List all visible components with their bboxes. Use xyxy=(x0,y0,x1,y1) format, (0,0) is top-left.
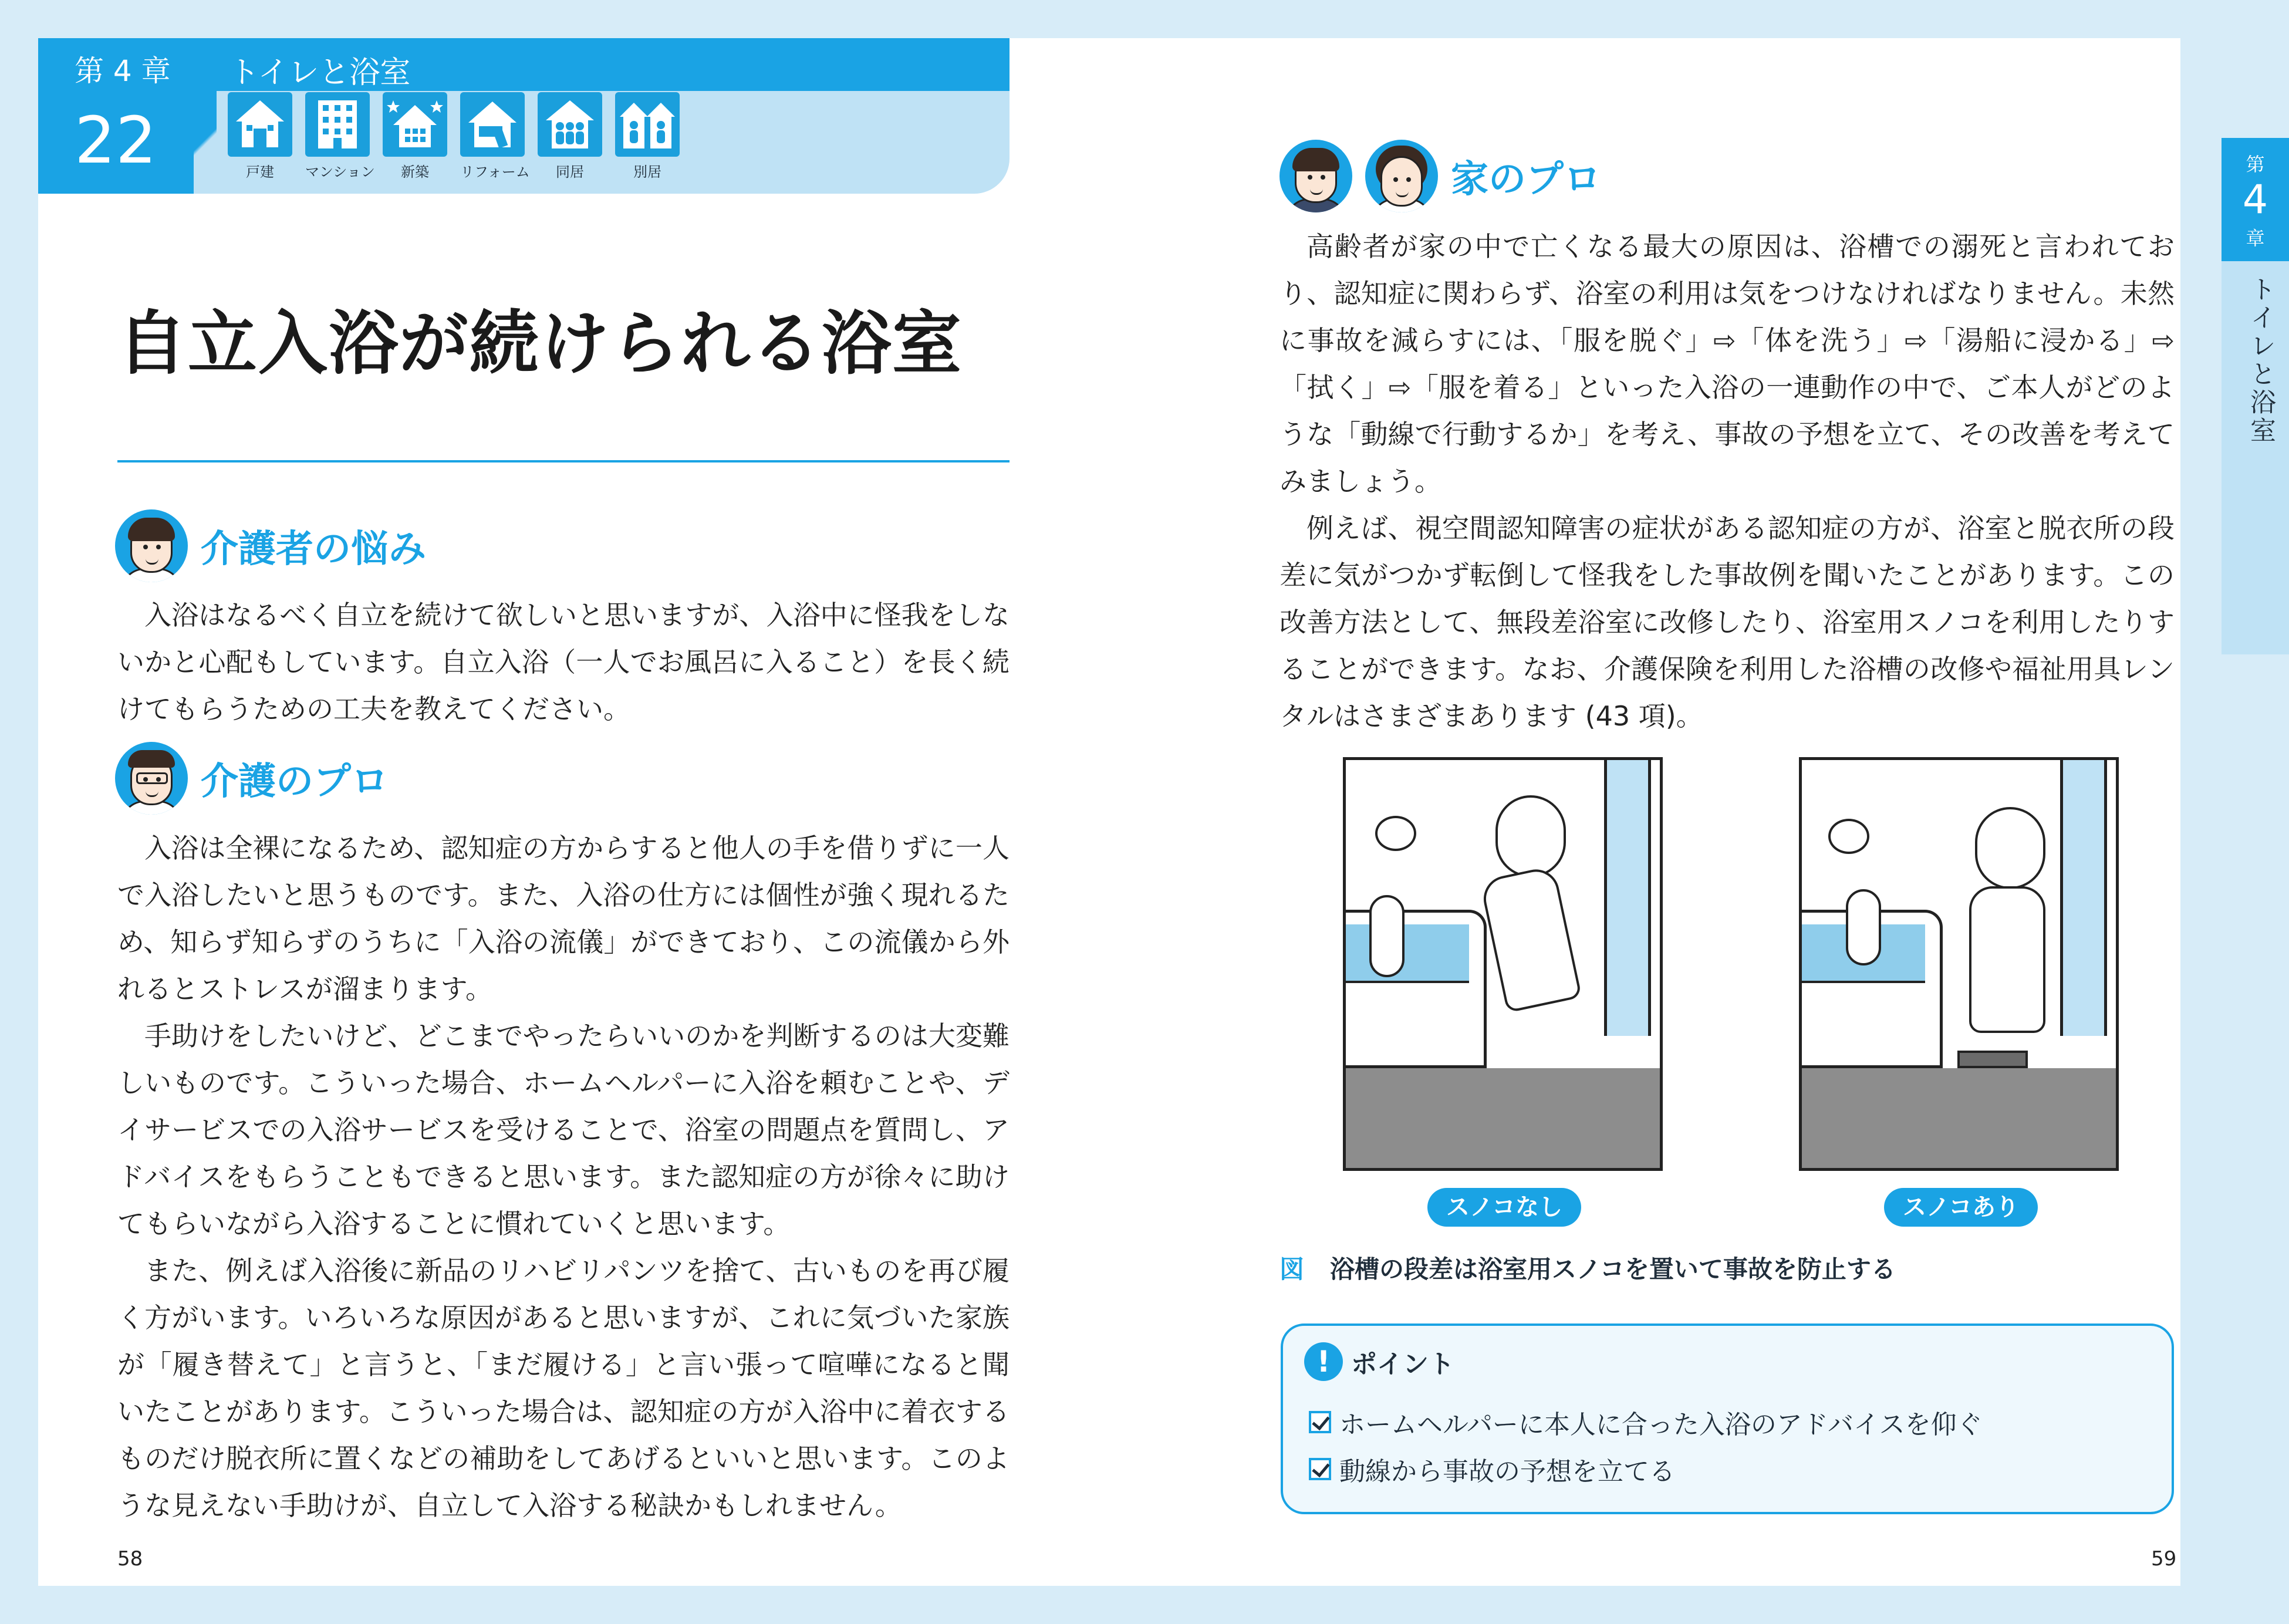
paragraph: 高齢者が家の中で亡くなる最大の原因は、浴槽での溺死と言われており、認知症に関わらず、浴室の利用は気をつけなければなりません。未然に事故を減らすには、「服を脱ぐ」⇨「体を洗う」⇨「湯船に浸かる」⇨「拭く」⇨「服を着る」といった入浴の一連動作の中で、ご本人がどのような「動線で行動するか」を考え、事故の予想を立て、その改善を考えてみましょう。 xyxy=(1279,231,2175,497)
point-heading xyxy=(1304,1342,1454,1381)
point-item-text: ホームヘルパーに本人に合った入浴のアドバイスを仰ぐ xyxy=(1339,1410,1983,1440)
house-pro-man-avatar-icon xyxy=(1279,140,1352,212)
page-title: 自立入浴が続けられる浴室 xyxy=(117,303,963,384)
separate-house-icon xyxy=(615,92,680,157)
side-tab-num: 4 xyxy=(2242,177,2268,223)
category-label: マンション xyxy=(305,164,375,180)
illustration-with-sunoko xyxy=(1799,757,2119,1171)
side-tab-number xyxy=(2222,138,2289,261)
paragraph: 例えば、視空間認知障害の症状がある認知症の方が、浴室と脱衣所の段差に気がつかず転倒して怪我をした事故例を聞いたことがあります。この改善方法として、無段差浴室に改修したり、浴室用スノコを利用したりすることができます。なお、介護保険を利用した浴槽の改修や福祉用具レンタルはさまざまあります (43 項)。 xyxy=(1279,512,2175,732)
point-item-text: 動線から事故の予想を立てる xyxy=(1339,1457,1675,1487)
section-heading: 介護のプロ xyxy=(201,760,389,803)
caregiver-avatar-icon xyxy=(115,509,188,582)
page-number-left: 58 xyxy=(117,1547,143,1571)
care-pro-heading xyxy=(115,742,389,815)
section-heading: 家のプロ xyxy=(1451,158,1601,201)
title-divider xyxy=(117,460,1010,462)
house-pro-heading xyxy=(1279,140,1601,212)
paragraph: 手助けをしたいけど、どこまでやったらいいのかを判断するのは大変難しいものです。こういった場合、ホームヘルパーに入浴を頼むことや、デイサービスでの入浴サービスを受けることで、浴室の問題点を質問し、アドバイスをもらうこともできると思います。また認知症の方が徐々に助けてもらいながら入浴することに慣れていくと思います。 xyxy=(117,1020,1010,1240)
house-icon xyxy=(228,92,292,157)
category-reform xyxy=(460,92,530,181)
figure-caption-text: 浴槽の段差は浴室用スノコを置いて事故を防止する xyxy=(1330,1255,1896,1284)
house-pro-text xyxy=(1279,223,2175,740)
caregiver-worry-text xyxy=(117,592,1010,732)
care-pro-text xyxy=(117,825,1010,1529)
category-cohabit xyxy=(538,92,602,181)
exclamation-icon: ! xyxy=(1304,1342,1343,1381)
chapter-bar xyxy=(38,38,1010,91)
category-house xyxy=(228,92,292,181)
side-tab-bottom: 章 xyxy=(2246,227,2265,249)
apartment-icon xyxy=(305,92,370,157)
side-tab-top: 第 xyxy=(2246,153,2265,175)
new-house-icon xyxy=(383,92,447,157)
checkbox-icon xyxy=(1309,1458,1331,1480)
point-item xyxy=(1309,1450,1675,1488)
house-pro-woman-avatar-icon xyxy=(1365,140,1438,212)
caregiver-worry-heading xyxy=(115,509,426,582)
section-heading: 介護者の悩み xyxy=(201,528,426,571)
paragraph: 入浴はなるべく自立を続けて欲しいと思いますが、入浴中に怪我をしないかと心配もしています。自立入浴（一人でお風呂に入ること）を長く続けてもらうための工夫を教えてください。 xyxy=(117,599,1010,725)
category-label: 別居 xyxy=(633,164,661,180)
chapter-label: 第 4 章 xyxy=(75,54,171,88)
reform-icon xyxy=(460,92,525,157)
chapter-header xyxy=(38,38,1010,194)
paragraph: 入浴は全裸になるため、認知症の方からすると他人の手を借りずに一人で入浴したいと思うものです。また、入浴の仕方には個性が強く現れるため、知らず知らずのうちに「入浴の流儀」ができており、この流儀から外れるとストレスが溜まります。 xyxy=(117,832,1010,1005)
category-label: 同居 xyxy=(556,164,584,180)
figure-caption xyxy=(1279,1250,1896,1285)
category-label: 戸建 xyxy=(246,164,274,180)
illustration-without-sunoko xyxy=(1343,757,1663,1171)
point-heading-text: ポイント xyxy=(1351,1349,1454,1379)
chapter-title: トイレと浴室 xyxy=(229,55,411,90)
checkbox-icon xyxy=(1309,1411,1331,1433)
category-label: リフォーム xyxy=(460,164,530,180)
page-number-right: 59 xyxy=(2151,1547,2177,1571)
care-pro-avatar-icon xyxy=(115,742,188,815)
paragraph: また、例えば入浴後に新品のリハビリパンツを捨て、古いものを再び履く方がいます。いろいろな原因があると思いますが、これに気づいた家族が「履き替えて」と言うと、「まだ履ける」と言い張って喧嘩になると聞いたことがあります。こういった場合は、認知症の方が入浴中に着衣するものだけ脱衣所に置くなどの補助をしてあげるといいと思います。このような見えない手助けが、自立して入浴する秘訣かもしれません。 xyxy=(117,1255,1010,1521)
category-apartment xyxy=(305,92,375,181)
side-tab-title: トイレと浴室 xyxy=(2246,276,2276,445)
chapter-side-tab xyxy=(2222,138,2289,654)
item-number-box xyxy=(38,91,194,194)
figure-label: 図 xyxy=(1279,1255,1305,1284)
caption-without-sunoko: スノコなし xyxy=(1427,1188,1581,1227)
caption-with-sunoko: スノコあり xyxy=(1884,1188,2038,1227)
category-label: 新築 xyxy=(401,164,429,180)
category-new-house xyxy=(383,92,447,181)
point-box xyxy=(1281,1323,2174,1514)
cohabit-icon xyxy=(538,92,602,157)
category-separate xyxy=(615,92,680,181)
point-item xyxy=(1309,1403,1983,1441)
item-number: 22 xyxy=(75,103,157,178)
